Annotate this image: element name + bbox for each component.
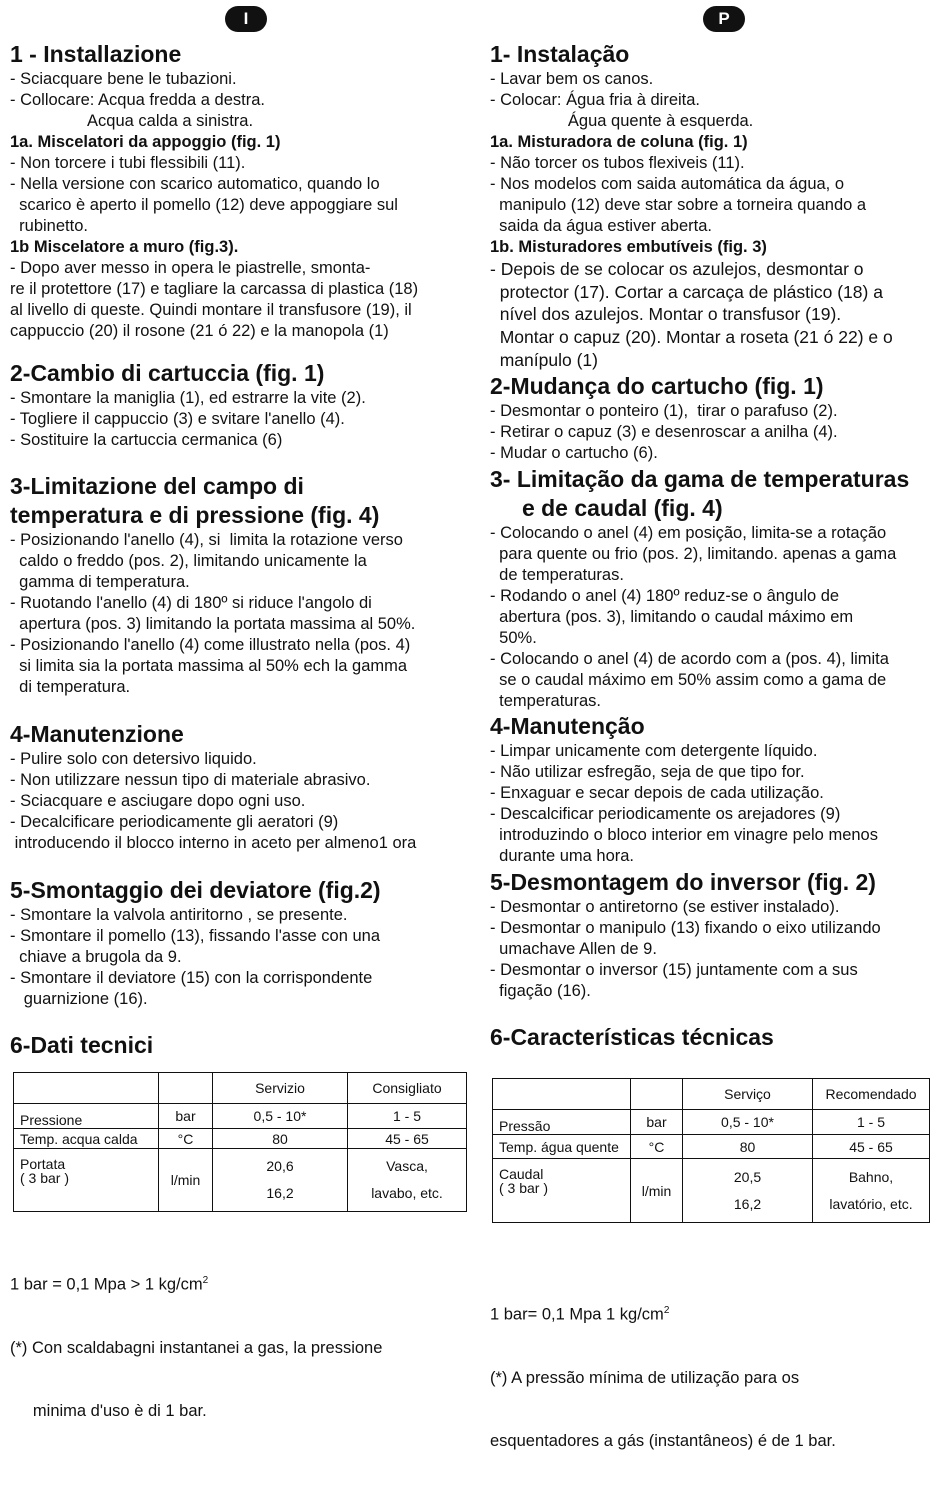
section-manutenzione bbox=[10, 720, 472, 854]
table-row bbox=[14, 1129, 467, 1149]
text-line: - Colocar: Água fria à direita. bbox=[490, 91, 701, 109]
table-row bbox=[493, 1135, 930, 1159]
section-mudanca-cartucho bbox=[490, 372, 942, 464]
text-line: guarnizione (16). bbox=[10, 990, 148, 1008]
text-line: cappuccio (20) il rosone (21 ó 22) e la manopola (1) bbox=[10, 322, 389, 340]
text-line: - Dopo aver messo in opera le piastrelle, smonta- bbox=[10, 259, 371, 277]
row-unit: bar bbox=[159, 1104, 213, 1129]
text-line: - Desmontar o manipulo (13) fixando o eixo utilizando bbox=[490, 919, 881, 937]
text-line: - Nella versione con scarico automatico, quando lo bbox=[10, 175, 380, 193]
footnotes bbox=[490, 1258, 942, 1494]
text-line: - Enxaguar e secar depois de cada utilização. bbox=[490, 784, 824, 802]
section-title: 1- Instalação bbox=[490, 41, 630, 67]
text-line: - Desmontar o ponteiro (1), tirar o parafuso (2). bbox=[490, 402, 838, 420]
section-title: 1 - Installazione bbox=[10, 41, 182, 67]
value-line: Bahno, bbox=[848, 1168, 894, 1185]
text-line: - Colocando o anel (4) em posição, limita-se a rotação bbox=[490, 524, 887, 542]
row-recommended-value bbox=[813, 1159, 930, 1223]
row-label: Pressão bbox=[493, 1110, 631, 1135]
section-title: temperatura e di pressione (fig. 4) bbox=[10, 502, 380, 528]
section-title: 2-Cambio di cartuccia (fig. 1) bbox=[10, 360, 325, 386]
text-line: durante uma hora. bbox=[490, 847, 635, 865]
text-line: - Nos modelos com saida automática da água, o bbox=[490, 175, 845, 193]
text-line: nível dos azulejos. Montar o transfusor (19). bbox=[490, 304, 842, 325]
column-header-recommended: Recomendado bbox=[813, 1079, 930, 1110]
text-line: - Collocare: Acqua fredda a destra. bbox=[10, 91, 265, 109]
text-line: - Smontare il deviatore (15) con la corrispondente bbox=[10, 969, 373, 987]
row-recommended-value: 45 - 65 bbox=[348, 1129, 467, 1149]
text-line: Água quente à esquerda. bbox=[490, 112, 754, 130]
text-line: di temperatura. bbox=[10, 678, 131, 696]
unit-conversion-note: 1 bar = 0,1 Mpa > 1 kg/cm bbox=[10, 1275, 203, 1294]
text-line: - Não utilizar esfregão, seja de que tipo for. bbox=[490, 763, 805, 781]
table-row bbox=[14, 1104, 467, 1129]
row-label bbox=[14, 1149, 159, 1212]
footnotes bbox=[10, 1228, 472, 1464]
text-line: gamma di temperatura. bbox=[10, 573, 190, 591]
section-smontaggio bbox=[10, 876, 472, 1010]
row-label: Temp. água quente bbox=[493, 1135, 631, 1159]
text-line: - Togliere il cappuccio (3) e svitare l'anello (4). bbox=[10, 410, 345, 428]
text-line: - Lavar bem os canos. bbox=[490, 70, 654, 88]
column-header-service: Servizio bbox=[213, 1073, 348, 1104]
row-service-value: 80 bbox=[683, 1135, 813, 1159]
text-line: al livello di queste. Quindi montare il transfusore (19), il bbox=[10, 301, 412, 319]
section-title: 3- Limitação da gama de temperaturas bbox=[490, 466, 910, 492]
row-label-line: Portata bbox=[20, 1156, 66, 1172]
text-line: chiave a brugola da 9. bbox=[10, 948, 182, 966]
footnote-line bbox=[10, 1270, 472, 1296]
superscript: 2 bbox=[202, 1275, 209, 1286]
row-label bbox=[493, 1159, 631, 1223]
section-title: e de caudal (fig. 4) bbox=[490, 495, 723, 521]
section-title: 5-Desmontagem do inversor (fig. 2) bbox=[490, 869, 876, 895]
text-line: - Non utilizzare nessun tipo di materiale abrasivo. bbox=[10, 771, 371, 789]
section-title: 6-Dati tecnici bbox=[10, 1032, 154, 1058]
text-line: - Sciacquare bene le tubazioni. bbox=[10, 70, 237, 88]
row-label-line: ( 3 bar ) bbox=[20, 1170, 70, 1186]
text-line: - Smontare il pomello (13), fissando l'asse con una bbox=[10, 927, 381, 945]
technical-data-table bbox=[492, 1078, 930, 1223]
text-line: Montar o capuz (20). Montar a roseta (21 ó 22) e o bbox=[490, 327, 893, 348]
row-unit: °C bbox=[631, 1135, 683, 1159]
subsection-title: 1b Miscelatore a muro (fig.3). bbox=[10, 238, 239, 256]
section-title: 5-Smontaggio dei deviatore (fig.2) bbox=[10, 877, 381, 903]
row-recommended-value bbox=[348, 1149, 467, 1212]
subsection-title: 1b. Misturadores embutíveis (fig. 3) bbox=[490, 238, 767, 256]
text-line: umachave Allen de 9. bbox=[490, 940, 657, 958]
row-service-value: 0,5 - 10* bbox=[213, 1104, 348, 1129]
row-label-line: ( 3 bar ) bbox=[499, 1180, 549, 1196]
text-line: - Depois de se colocar os azulejos, desmontar o bbox=[490, 259, 864, 279]
table-row bbox=[493, 1159, 930, 1223]
text-line: - Mudar o cartucho (6). bbox=[490, 444, 658, 462]
column-header-service: Serviço bbox=[683, 1079, 813, 1110]
section-title: 6-Características técnicas bbox=[490, 1024, 774, 1050]
text-line: - Posizionando l'anello (4) come illustrato nella (pos. 4) bbox=[10, 636, 411, 654]
section-title: 4-Manutenzione bbox=[10, 721, 184, 747]
text-line: Acqua calda a sinistra. bbox=[10, 112, 254, 130]
text-line: protector (17). Cortar a carcaça de plástico (18) a bbox=[490, 281, 883, 302]
superscript: 2 bbox=[663, 1305, 670, 1316]
subsection-title: 1a. Misturadora de coluna (fig. 1) bbox=[490, 133, 748, 151]
table-header-row bbox=[14, 1073, 467, 1104]
footnote-line: (*) Con scaldabagni instantanei a gas, la pressione bbox=[10, 1338, 383, 1357]
value-line: lavatório, etc. bbox=[829, 1195, 913, 1212]
footnote-line: minima d'uso è di 1 bar. bbox=[10, 1401, 207, 1420]
value-line: 20,5 bbox=[733, 1168, 762, 1185]
section-limitacao bbox=[490, 465, 942, 712]
text-line: - Sostituire la cartuccia cermanica (6) bbox=[10, 431, 283, 449]
section-desmontagem bbox=[490, 868, 942, 1002]
text-line: para quente ou frio (pos. 2), limitando. apenas a gama bbox=[490, 545, 897, 563]
section-caracteristicas-tecnicas bbox=[490, 1023, 942, 1052]
section-limitazione bbox=[10, 472, 472, 698]
text-line: manipulo (12) deve star sobre a torneira quando a bbox=[490, 196, 867, 214]
text-line: se o caudal máximo em 50% assim como a gama de bbox=[490, 671, 887, 689]
text-line: introduzindo o bloco interior em vinagre pelo menos bbox=[490, 826, 878, 844]
text-line: - Descalcificar periodicamente os arejadores (9) bbox=[490, 805, 841, 823]
text-line: - Pulire solo con detersivo liquido. bbox=[10, 750, 257, 768]
text-line: - Decalcificare periodicamente gli aeratori (9) bbox=[10, 813, 339, 831]
text-line: - Limpar unicamente com detergente líquido. bbox=[490, 742, 818, 760]
section-title: 3-Limitazione del campo di bbox=[10, 473, 304, 499]
value-line: lavabo, etc. bbox=[371, 1185, 443, 1201]
row-label: Temp. acqua calda bbox=[14, 1129, 159, 1149]
subsection-title: 1a. Miscelatori da appoggio (fig. 1) bbox=[10, 133, 281, 151]
section-installazione bbox=[10, 40, 472, 342]
text-line: abertura (pos. 3), limitando o caudal máximo em bbox=[490, 608, 854, 626]
text-line: de temperaturas. bbox=[490, 566, 624, 584]
text-line: manípulo (1) bbox=[490, 349, 598, 370]
language-badge-portuguese: P bbox=[703, 6, 745, 32]
row-service-value bbox=[213, 1149, 348, 1212]
section-dati-tecnici bbox=[10, 1031, 472, 1060]
text-line: caldo o freddo (pos. 2), limitando unicamente la bbox=[10, 552, 367, 570]
text-line: - Desmontar o antiretorno (se estiver instalado). bbox=[490, 898, 840, 916]
section-cambio-cartuccia bbox=[10, 359, 472, 451]
technical-data-table bbox=[13, 1072, 467, 1212]
row-service-value: 80 bbox=[213, 1129, 348, 1149]
section-manutencao bbox=[490, 712, 942, 867]
text-line: - Retirar o capuz (3) e desenroscar a anilha (4). bbox=[490, 423, 838, 441]
text-line: - Smontare la maniglia (1), ed estrarre la vite (2). bbox=[10, 389, 366, 407]
text-line: re il protettore (17) e tagliare la carcassa di plastica (18) bbox=[10, 280, 419, 298]
text-line: - Posizionando l'anello (4), si limita la rotazione verso bbox=[10, 531, 403, 549]
text-line: si limita sia la portata massima al 50% ech la gamma bbox=[10, 657, 408, 675]
row-service-value bbox=[683, 1159, 813, 1223]
footnote-line: (*) A pressão mínima de utilização para os bbox=[490, 1368, 800, 1387]
row-unit: l/min bbox=[159, 1149, 213, 1212]
value-line: Vasca, bbox=[386, 1158, 428, 1174]
column-header-recommended: Consigliato bbox=[348, 1073, 467, 1104]
table-row bbox=[493, 1110, 930, 1135]
footnote-line: esquentadores a gás (instantâneos) é de 1 bar. bbox=[490, 1431, 836, 1450]
text-line: rubinetto. bbox=[10, 217, 88, 235]
section-instalacao bbox=[490, 40, 942, 372]
section-title: 2-Mudança do cartucho (fig. 1) bbox=[490, 373, 824, 399]
text-line: saida da água estiver aberta. bbox=[490, 217, 712, 235]
text-line: scarico è aperto il pomello (12) deve appoggiare sul bbox=[10, 196, 398, 214]
text-line: - Sciacquare e asciugare dopo ogni uso. bbox=[10, 792, 306, 810]
text-line: introducendo il blocco interno in aceto per almeno1 ora bbox=[10, 834, 417, 852]
text-line: 50%. bbox=[490, 629, 537, 647]
value-line: 16,2 bbox=[733, 1195, 762, 1212]
text-line: apertura (pos. 3) limitando la portata massima al 50%. bbox=[10, 615, 416, 633]
footnote-line bbox=[490, 1300, 942, 1326]
value-line: 20,6 bbox=[266, 1158, 294, 1174]
value-line: 16,2 bbox=[266, 1185, 294, 1201]
text-line: - Non torcere i tubi flessibili (11). bbox=[10, 154, 246, 172]
row-unit: l/min bbox=[631, 1159, 683, 1223]
row-label: Pressione bbox=[14, 1104, 159, 1129]
text-line: - Colocando o anel (4) de acordo com a (pos. 4), limita bbox=[490, 650, 889, 668]
text-line: - Smontare la valvola antiritorno , se presente. bbox=[10, 906, 348, 924]
language-badge-italian: I bbox=[225, 6, 267, 32]
text-line: temperaturas. bbox=[490, 692, 601, 710]
row-service-value: 0,5 - 10* bbox=[683, 1110, 813, 1135]
section-title: 4-Manutenção bbox=[490, 713, 645, 739]
table-row bbox=[14, 1149, 467, 1212]
row-recommended-value: 45 - 65 bbox=[813, 1135, 930, 1159]
text-line: - Desmontar o inversor (15) juntamente com a sus bbox=[490, 961, 858, 979]
text-line: - Ruotando l'anello (4) di 180º si riduce l'angolo di bbox=[10, 594, 372, 612]
row-recommended-value: 1 - 5 bbox=[813, 1110, 930, 1135]
text-line: - Não torcer os tubos flexiveis (11). bbox=[490, 154, 745, 172]
row-unit: °C bbox=[159, 1129, 213, 1149]
table-header-row bbox=[493, 1079, 930, 1110]
row-recommended-value: 1 - 5 bbox=[348, 1104, 467, 1129]
text-line: figação (16). bbox=[490, 982, 591, 1000]
row-unit: bar bbox=[631, 1110, 683, 1135]
text-line: - Rodando o anel (4) 180º reduz-se o ângulo de bbox=[490, 587, 840, 605]
unit-conversion-note: 1 bar= 0,1 Mpa 1 kg/cm bbox=[490, 1305, 664, 1324]
row-label-line: Caudal bbox=[499, 1166, 544, 1182]
